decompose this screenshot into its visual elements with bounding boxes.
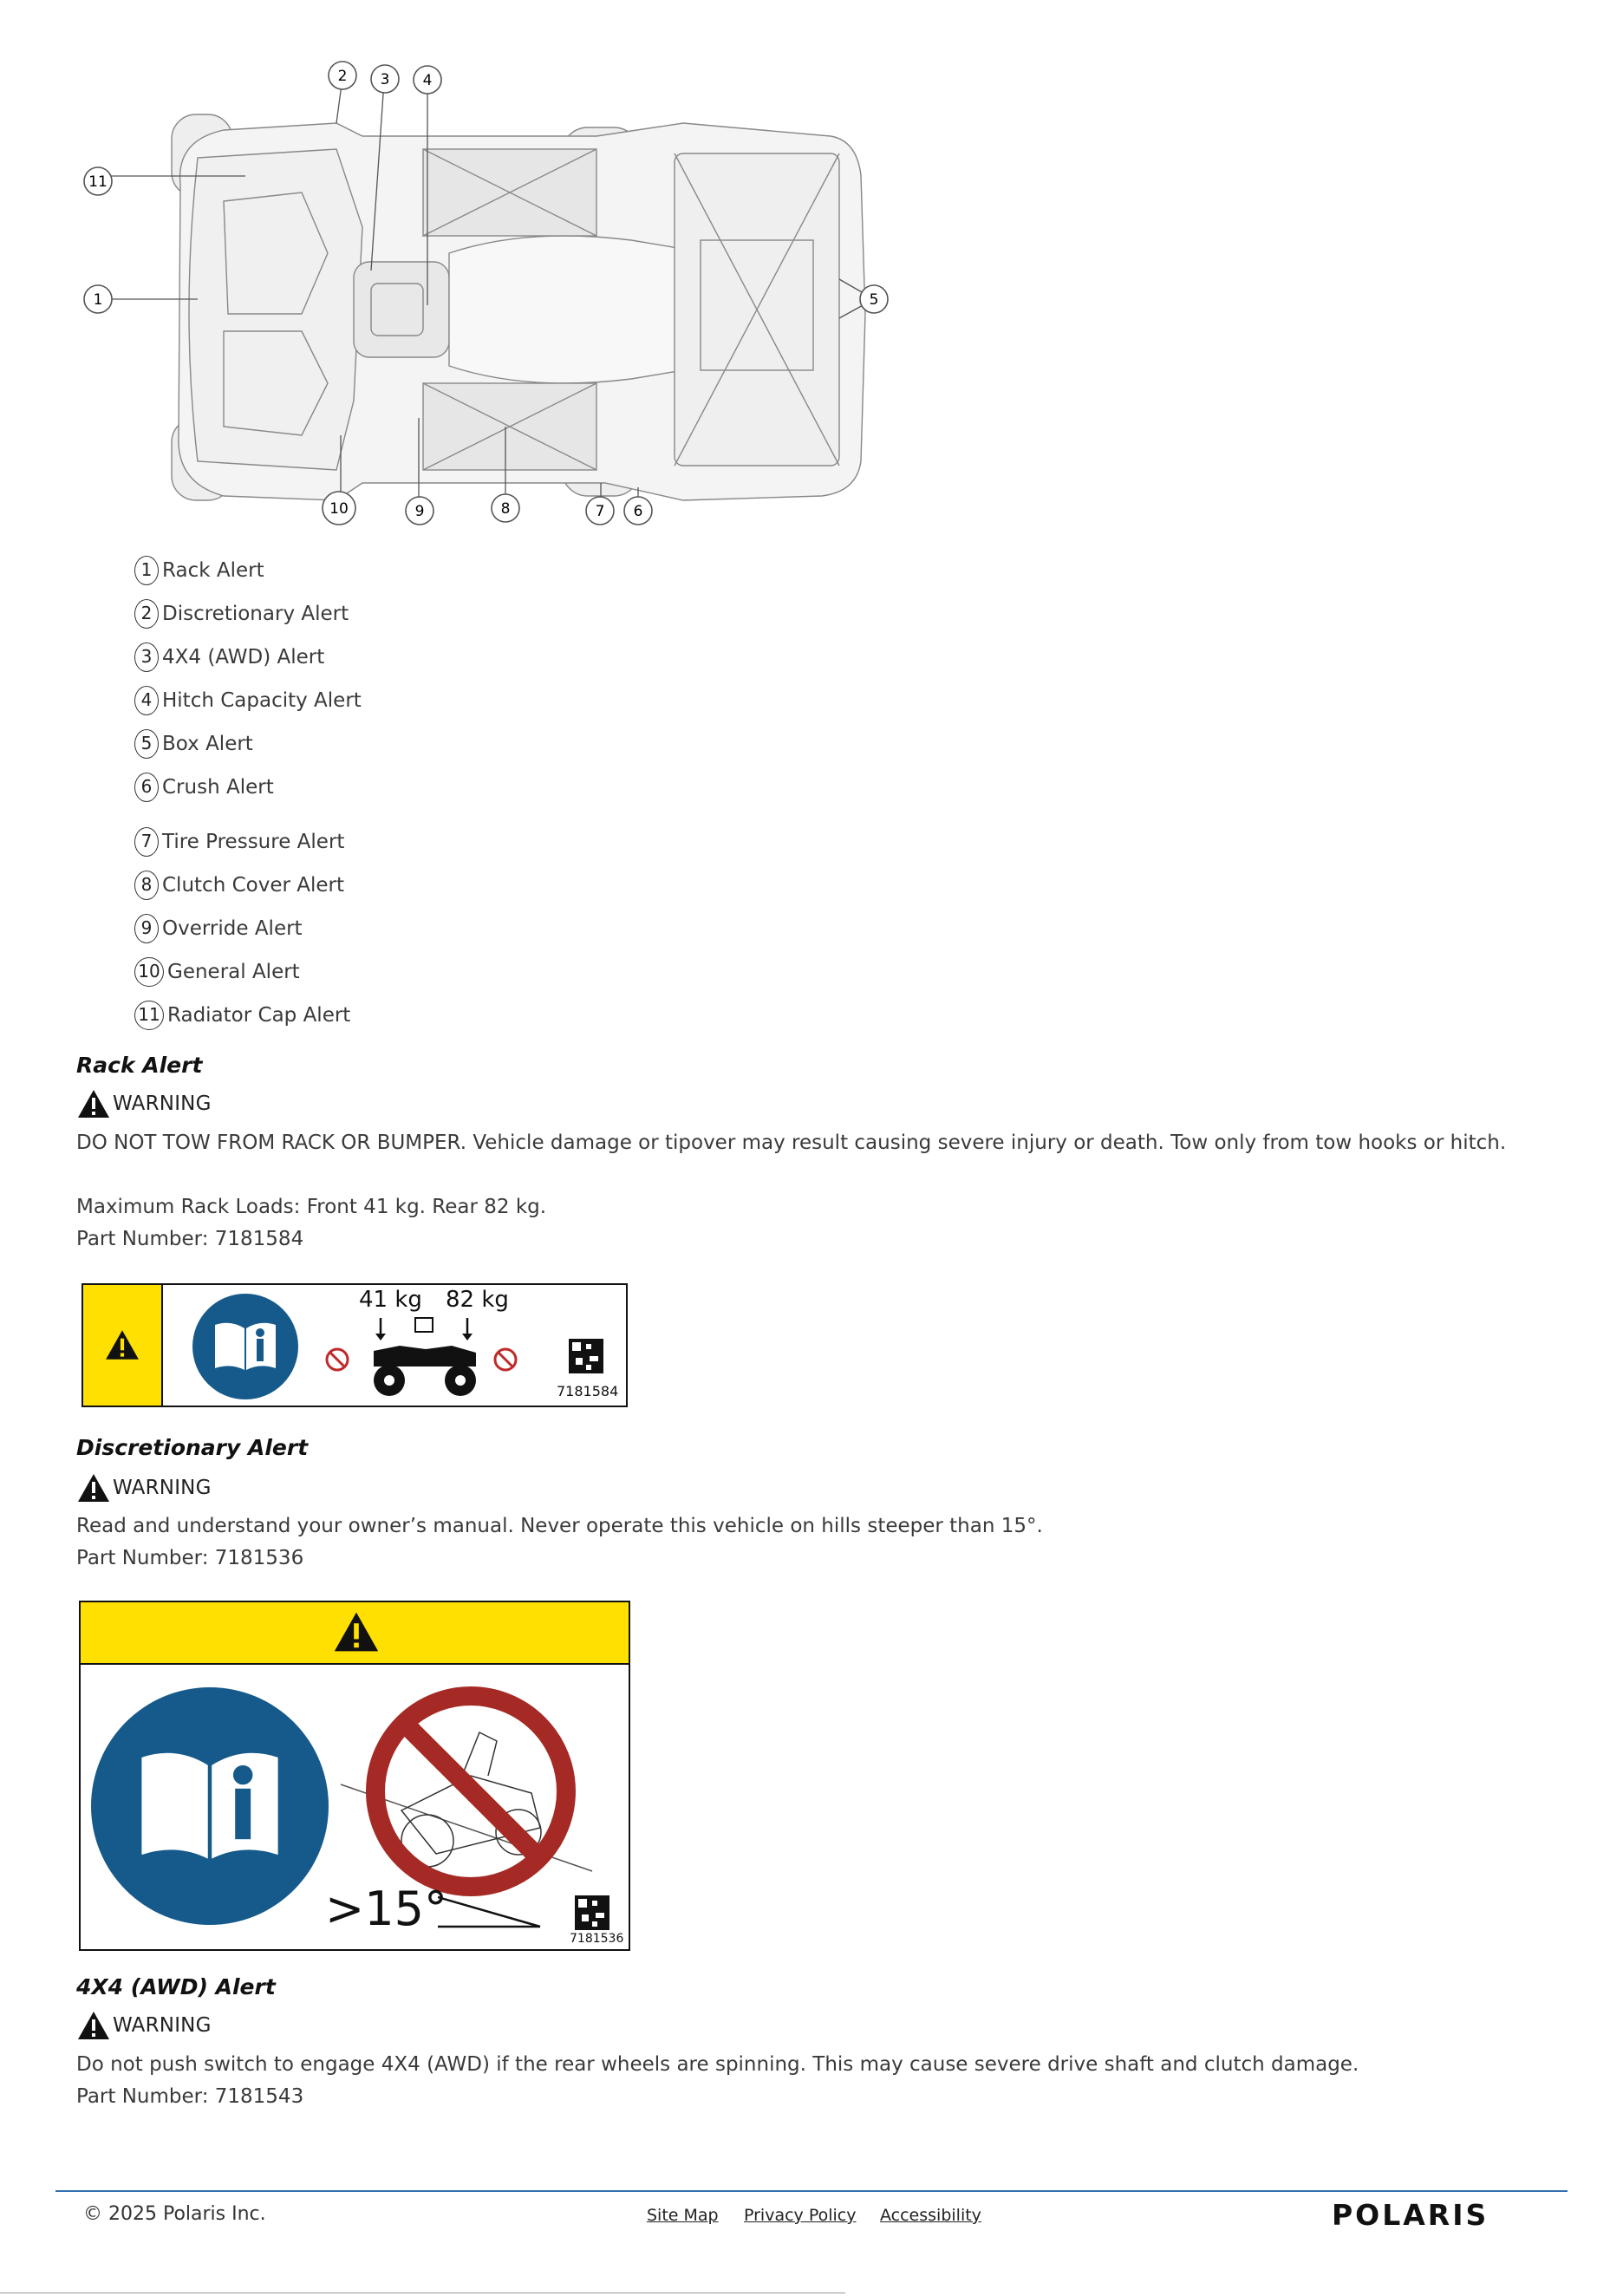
- svg-text:9: 9: [414, 503, 425, 520]
- legend-label: Box Alert: [162, 733, 253, 755]
- callout-9: [406, 497, 433, 525]
- decal-warning-panel: [83, 1285, 163, 1406]
- legend-item: [134, 555, 264, 586]
- rack-alert-decal: [81, 1283, 628, 1407]
- svg-text:11: 11: [88, 173, 108, 191]
- footer-link-accessibility[interactable]: Accessibility: [880, 2206, 981, 2225]
- discretionary-warning: [76, 1472, 212, 1503]
- legend-number: 4: [134, 686, 159, 715]
- warning-triangle-icon: [76, 1472, 111, 1503]
- svg-text:3: 3: [380, 71, 390, 88]
- legend-label: Override Alert: [162, 917, 303, 940]
- legend-label: 4X4 (AWD) Alert: [162, 646, 325, 669]
- legend-item: [134, 728, 253, 760]
- warning-triangle-icon: [104, 1328, 140, 1361]
- discretionary-alert-heading: Discretionary Alert: [76, 1435, 309, 1460]
- discretionary-part-number: Part Number: 7181536: [76, 1547, 304, 1569]
- rack-warning: [76, 1088, 212, 1119]
- warning-triangle-icon: [332, 1609, 381, 1654]
- legend-number: 2: [134, 599, 159, 629]
- footer-divider: [55, 2190, 1568, 2192]
- svg-text:5: 5: [869, 291, 879, 309]
- front-load-label: 41 kg: [359, 1287, 422, 1313]
- svg-text:10: 10: [329, 500, 349, 518]
- qr-code-icon: [575, 1895, 609, 1930]
- manual-book-icon: [192, 1294, 298, 1399]
- decal-angle-label: >15°: [325, 1882, 447, 1936]
- decal-code: 7181584: [557, 1383, 619, 1399]
- awd-alert-heading: 4X4 (AWD) Alert: [76, 1974, 276, 1999]
- callout-2: [329, 62, 356, 89]
- svg-text:7: 7: [595, 503, 605, 520]
- legend-item: [134, 870, 344, 901]
- awd-alert-text: Do not push switch to engage 4X4 (AWD) if the rear wheels are spinning. This may cause severe drive shaft and clutch damage.: [76, 2053, 1359, 2076]
- discretionary-alert-decal: [79, 1601, 630, 1951]
- callout-3: [371, 65, 399, 93]
- callout-6: [624, 497, 652, 525]
- rack-alert-heading: Rack Alert: [76, 1053, 203, 1078]
- legend-item: [134, 913, 303, 944]
- callout-11: [84, 167, 112, 195]
- legend-item: [134, 772, 274, 803]
- rack-load-text: Maximum Rack Loads: Front 41 kg. Rear 82 kg.: [76, 1196, 547, 1218]
- legend-number: 8: [134, 871, 159, 900]
- manual-book-icon: [91, 1687, 329, 1925]
- svg-text:4: 4: [422, 72, 433, 89]
- warning-label: WARNING: [113, 1477, 212, 1499]
- legend-label: Hitch Capacity Alert: [162, 689, 362, 712]
- legend-item: [134, 956, 300, 988]
- qr-code-icon: [569, 1339, 603, 1373]
- legend-item: [134, 642, 324, 673]
- legend-number: 11: [134, 1001, 164, 1030]
- legend-label: Rack Alert: [162, 559, 264, 582]
- rack-alert-text: DO NOT TOW FROM RACK OR BUMPER. Vehicle damage or tipover may result causing severe injury or death. Tow only from tow hooks or hitch.: [76, 1132, 1507, 1154]
- legend-label: Discretionary Alert: [162, 603, 349, 625]
- legend-number: 6: [134, 773, 159, 802]
- legend-item: [134, 685, 362, 716]
- footer-link-site-map[interactable]: Site Map: [647, 2206, 719, 2225]
- legend-label: Clutch Cover Alert: [162, 874, 344, 897]
- legend-item: [134, 598, 349, 629]
- warning-triangle-icon: [76, 1088, 111, 1119]
- legend-number: 10: [134, 957, 164, 987]
- decal-code: 7181536: [570, 1932, 624, 1946]
- rack-part-number: Part Number: 7181584: [76, 1228, 304, 1250]
- legend-label: General Alert: [167, 961, 300, 983]
- svg-text:6: 6: [633, 503, 643, 520]
- legend-number: 3: [134, 642, 159, 672]
- warning-label: WARNING: [113, 2014, 212, 2037]
- callout-10: [323, 492, 355, 525]
- legend-number: 7: [134, 827, 159, 857]
- legend-number: 5: [134, 729, 159, 759]
- callout-4: [414, 66, 441, 94]
- footer-link-privacy-policy[interactable]: Privacy Policy: [744, 2206, 857, 2225]
- svg-text:2: 2: [337, 68, 348, 85]
- footer-copyright: © 2025 Polaris Inc.: [83, 2203, 266, 2225]
- awd-warning: [76, 2010, 212, 2041]
- awd-part-number: Part Number: 7181543: [76, 2085, 304, 2108]
- atv-load-icon: [322, 1314, 521, 1401]
- callout-1: [84, 285, 112, 313]
- legend-label: Radiator Cap Alert: [167, 1004, 351, 1027]
- warning-triangle-icon: [76, 2010, 111, 2041]
- legend-label: Tire Pressure Alert: [162, 831, 345, 853]
- svg-text:1: 1: [93, 291, 103, 309]
- vehicle-top-view-figure: [76, 54, 900, 539]
- slope-angle-icon: [438, 1888, 542, 1932]
- warning-label: WARNING: [113, 1093, 212, 1115]
- legend-item: [134, 826, 344, 858]
- legend-number: 1: [134, 556, 159, 585]
- callout-8: [492, 494, 519, 522]
- polaris-logo[interactable]: POLARIS: [1332, 2198, 1489, 2232]
- rear-load-label: 82 kg: [446, 1287, 509, 1313]
- no-steep-hill-icon: [332, 1680, 618, 1897]
- callout-5: [860, 285, 888, 313]
- legend-number: 9: [134, 914, 159, 943]
- discretionary-alert-text: Read and understand your owner’s manual. Never operate this vehicle on hills steeper than 15°.: [76, 1515, 1043, 1537]
- decal-warning-banner: [81, 1602, 629, 1665]
- legend-label: Crush Alert: [162, 776, 274, 799]
- callout-7: [586, 497, 614, 525]
- svg-text:8: 8: [500, 500, 511, 518]
- legend-item: [134, 1000, 350, 1031]
